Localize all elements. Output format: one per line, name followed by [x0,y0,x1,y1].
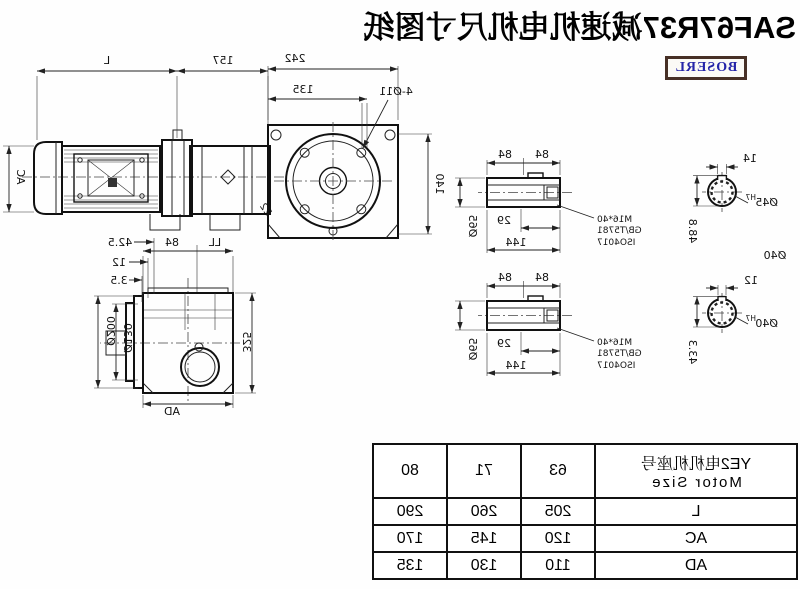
dim-label-d130: Ø130 [121,323,134,353]
brand-logo: BOSERL [665,56,747,80]
dim-label-bore: Ø40 [755,317,778,330]
dim-label-key-depth: 48.8 [686,218,699,244]
dim-label-29: 29 [497,337,511,350]
dim-label-84b: 84 [498,271,512,284]
dim-label-l: L [103,54,111,67]
page-title: SAF67R37减速机电机尺寸图纸 [363,10,796,45]
dim-label-bore: Ø45 [755,196,778,209]
table-header-size-63: 63 [521,444,595,498]
table-row-l [373,498,797,525]
bolt-iso-label: ISO4017 [597,238,636,248]
table-header-line2: Motor Size [650,474,742,491]
front-view [257,52,446,240]
dim-label-84a: 84 [535,271,549,284]
dim-label-key-depth: 43.3 [686,339,699,365]
bore-detail-2 [686,274,778,364]
bolt-spec-label: M16*40 [597,215,633,225]
row-label: L [595,498,797,525]
table-cell: 205 [521,498,595,525]
table-row-ad [373,552,797,579]
dim-label-84a: 84 [535,148,549,161]
table-cell: 145 [447,525,521,552]
side-view [3,54,284,230]
dim-label-140: 140 [433,173,446,195]
dim-label-42-5: 42.5 [107,236,133,249]
dim-label-bolt-holes: 4-Ø11 [379,85,413,98]
dim-label-157: 157 [212,54,234,67]
dim-label-22: 22 [256,201,274,218]
table-header-size-71: 71 [447,444,521,498]
dim-label-key-width: 12 [744,274,758,287]
dim-label-325: 325 [240,331,253,353]
dim-label-ll: LL [208,236,222,249]
dim-label-12: 12 [112,256,126,269]
dim-label-3-5: 3.5 [110,274,128,287]
bore-caption: Ø40 [763,249,787,262]
dim-label-84: 84 [165,236,179,249]
dim-label-242: 242 [284,52,306,65]
hollow-shaft-detail-1 [455,148,642,253]
bore-detail-1 [686,152,786,262]
table-header-line1: YE2电机机座号 [640,456,752,473]
bolt-standard-label: GB/T5781 [597,349,642,359]
bolt-standard-label: GB/T5781 [597,226,642,236]
dim-label-bore-tolerance: H7 [745,193,756,202]
table-cell: 260 [447,498,521,525]
bolt-spec-label: M16*40 [597,338,633,348]
dim-label-84b: 84 [498,148,512,161]
table-cell: 170 [373,525,447,552]
dim-label-144: 144 [505,236,527,249]
hollow-shaft-detail-2 [455,271,642,376]
dim-label-d65: Ø65 [466,337,479,361]
dim-label-d65: Ø65 [466,214,479,238]
table-row-ac [373,525,797,552]
table-header-size-80: 80 [373,444,447,498]
table-header-motor-size [595,444,797,498]
bottom-view [94,236,256,418]
row-label: AC [595,525,797,552]
table-cell: 135 [373,552,447,579]
motor-size-table [372,443,798,580]
dim-label-d200: Ø200 [104,316,117,346]
table-cell: 290 [373,498,447,525]
dim-label-key-width: 14 [743,152,757,165]
dim-label-ac: AC [14,169,27,185]
table-cell: 110 [521,552,595,579]
dim-label-135: 135 [292,83,314,96]
dim-label-bore-tolerance: H7 [745,314,756,323]
table-cell: 120 [521,525,595,552]
dim-label-29: 29 [497,214,511,227]
table-cell: 130 [447,552,521,579]
dim-label-144: 144 [505,359,527,372]
dim-label-ad: AD [164,405,180,418]
row-label: AD [595,552,797,579]
bolt-iso-label: ISO4017 [597,361,636,371]
